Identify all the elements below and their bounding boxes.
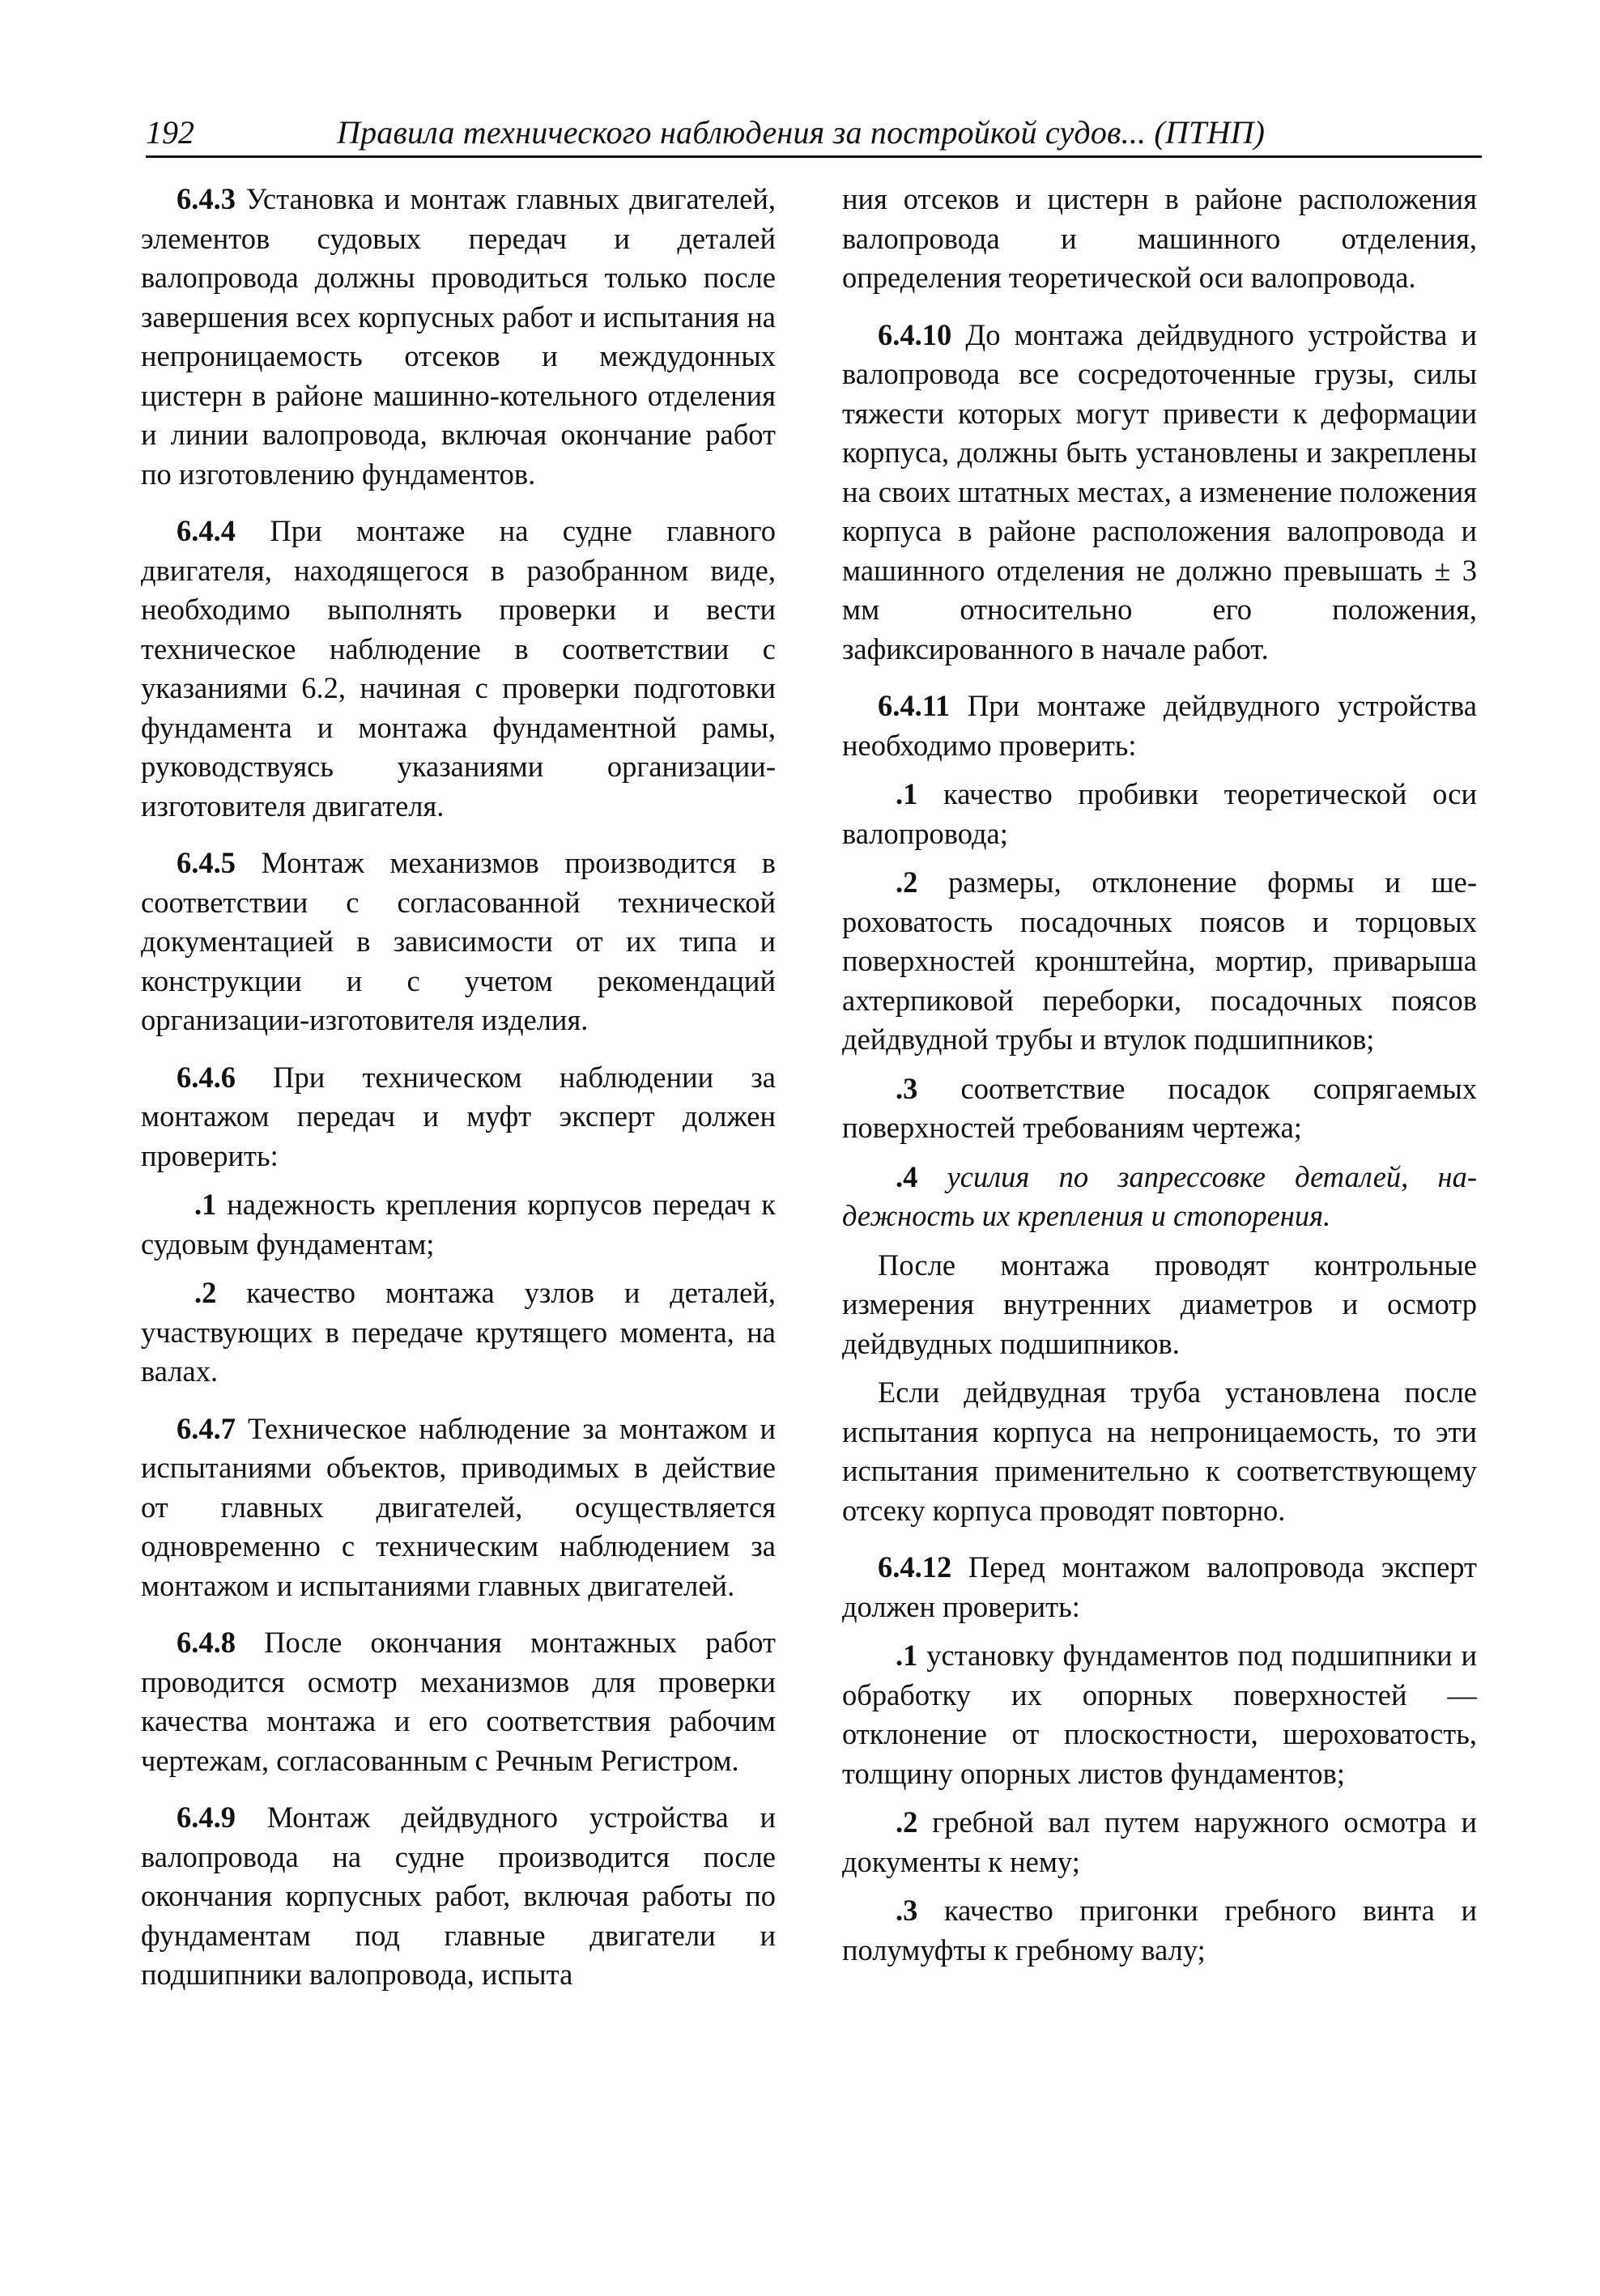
clause-text: Монтаж механизмов производится в соответствии с согласованной технической документацией в зависимости от их типа и конструкции и с учетом рекомендаций организации-изготовителя изделия. <box>141 846 776 1036</box>
paragraph-6-4-6 <box>141 1058 776 1176</box>
clause-number: 6.4.10 <box>878 317 952 351</box>
item-text: установку фундаментов под подшипники и обработку их опорных поверхностей — отклонение от плоскостности, шероховатость, толщину опорных листов фундаментов; <box>842 1639 1477 1790</box>
paragraph-6-4-8 <box>141 1623 776 1780</box>
item-text: гребной вал путем наружного осмотра и документы к нему; <box>842 1805 1477 1878</box>
list-item <box>842 863 1477 1060</box>
item-text: соответствие посадок сопрягаемых поверхностей требованиям чертежа; <box>842 1071 1477 1144</box>
list-item <box>842 1636 1477 1793</box>
paragraph-6-4-10 <box>842 316 1477 670</box>
clause-number: 6.4.4 <box>177 514 236 547</box>
list-item <box>842 775 1477 853</box>
clause-number: 6.4.3 <box>177 182 236 215</box>
paragraph-6-4-12 <box>842 1548 1477 1626</box>
right-column <box>842 180 1477 1979</box>
list-item <box>141 1185 776 1264</box>
item-number: .2 <box>896 865 918 899</box>
paragraph-6-4-5 <box>141 844 776 1040</box>
clause-number: 6.4.9 <box>177 1801 236 1834</box>
clause-text: При техническом наблюдении за монтажом передач и муфт эксперт должен проверить: <box>141 1060 776 1172</box>
item-number: .2 <box>194 1276 217 1309</box>
clause-text: Монтаж дейдвудного устройства и валопровода на судне производится после окончания корпусных работ, включая работы по фундаментам под главные двигатели и подшипники валопровода, испыта <box>141 1801 776 1991</box>
item-number: .3 <box>896 1894 918 1927</box>
item-text: качество пригонки гребного винта и полумуфты к гребному валу; <box>842 1894 1477 1966</box>
clause-text: Установка и монтаж главных двигателей, элементов судовых передач и деталей валопровода должны проводиться только после завершения всех корпусных работ и испытания на непроницаемость отсеков и междудонных цистерн в районе машинно-котельного отделения и линии валопровода, включая окончание работ по изготовлению фундаментов. <box>141 182 776 491</box>
clause-text: Перед монтажом валопровода эксперт должен проверить: <box>842 1550 1477 1623</box>
list-item <box>842 1803 1477 1881</box>
left-column <box>141 180 776 2013</box>
clause-text: При монтаже дейдвудного устройства необходимо проверить: <box>842 689 1477 762</box>
paragraph-6-4-9-continued: ния отсеков и цистерн в районе расположения валопровода и машинного отделения, определения теоретической оси валопровода. <box>842 182 1477 294</box>
list-item <box>842 1158 1477 1236</box>
clause-text: При монтаже на судне главного двигателя, находящегося в разобранном виде, необходимо выполнять проверки и вести техническое наблюдение в соответствии с указаниями 6.2, начиная с проверки подготовки фундамента и монтажа фундаментной рамы, руководствуясь указаниями организации-изготовителя двигателя. <box>141 514 776 823</box>
clause-number: 6.4.7 <box>177 1411 236 1445</box>
list-item <box>141 1273 776 1392</box>
item-text: надежность крепления корпусов передач к судовым фундаментам; <box>141 1188 776 1261</box>
paragraph-6-4-7 <box>141 1409 776 1606</box>
paragraph-repeat-test: Если дейдвудная труба установлена после испытания корпуса на непроницаемость, то эти испытания применительно к соответствующему отсеку корпуса проводят повторно. <box>842 1375 1477 1527</box>
item-number: .1 <box>896 1639 918 1672</box>
item-number: .1 <box>896 777 918 810</box>
paragraph-6-4-3 <box>141 180 776 494</box>
clause-text: Техническое наблюдение за монтажом и испытаниями объектов, приводимых в действие от главных двигателей, осуществляется одновременно с техническим наблюдением за монтажом и испытаниями главных двигателей. <box>141 1411 776 1602</box>
clause-number: 6.4.5 <box>177 846 236 879</box>
paragraph-6-4-9 <box>141 1798 776 1995</box>
list-item <box>842 1891 1477 1970</box>
clause-number: 6.4.11 <box>878 689 951 722</box>
item-number: .3 <box>896 1071 918 1105</box>
clause-number: 6.4.12 <box>878 1550 952 1584</box>
item-number: .2 <box>896 1805 918 1839</box>
clause-text: До монтажа дейдвудного устройства и валопровода все сосредоточенные грузы, силы тяжести которых могут привести к деформации корпуса, должны быть установлены и закреплены на своих штатных местах, а изменение положения корпуса в районе расположения валопровода и машинного отделения не должно превышать ± 3 мм относительно его положения, зафиксированного в начале работ. <box>842 317 1477 665</box>
item-number: .4 <box>896 1159 918 1193</box>
item-number: .1 <box>194 1188 217 1221</box>
paragraph-6-4-4 <box>141 512 776 826</box>
item-text: качество монтажа узлов и деталей, участвующих в передаче крутящего момента, на валах. <box>141 1276 776 1388</box>
item-text: усилия по запрессовке деталей, надежность их крепления и стопорения. <box>842 1159 1477 1232</box>
item-text: размеры, отклонение формы и шероховатость посадочных поясов и торцовых поверхностей кронштейна, мортир, приварыша ахтерпиковой переборки, посадочных поясов дейдвудной трубы и втулок подшипников; <box>842 865 1477 1056</box>
running-title: Правила технического наблюдения за постройкой судов... (ПТНП) <box>337 114 1266 151</box>
paragraph-after-monting: После монтажа проводят контрольные измерения внутренних диаметров и осмотр дейдвудных подшипников. <box>842 1248 1477 1360</box>
paragraph-6-4-11 <box>842 687 1477 765</box>
clause-number: 6.4.6 <box>177 1060 236 1094</box>
page-number: 192 <box>146 114 194 151</box>
clause-number: 6.4.8 <box>177 1626 236 1659</box>
page-header <box>146 113 1482 158</box>
item-text: качество пробивки теоретической оси валопровода; <box>842 777 1477 850</box>
clause-text: После окончания монтажных работ проводится осмотр механизмов для проверки качества монтажа и его соответствия рабочим чертежам, согласованным с Речным Регистром. <box>141 1626 776 1777</box>
list-item <box>842 1069 1477 1148</box>
